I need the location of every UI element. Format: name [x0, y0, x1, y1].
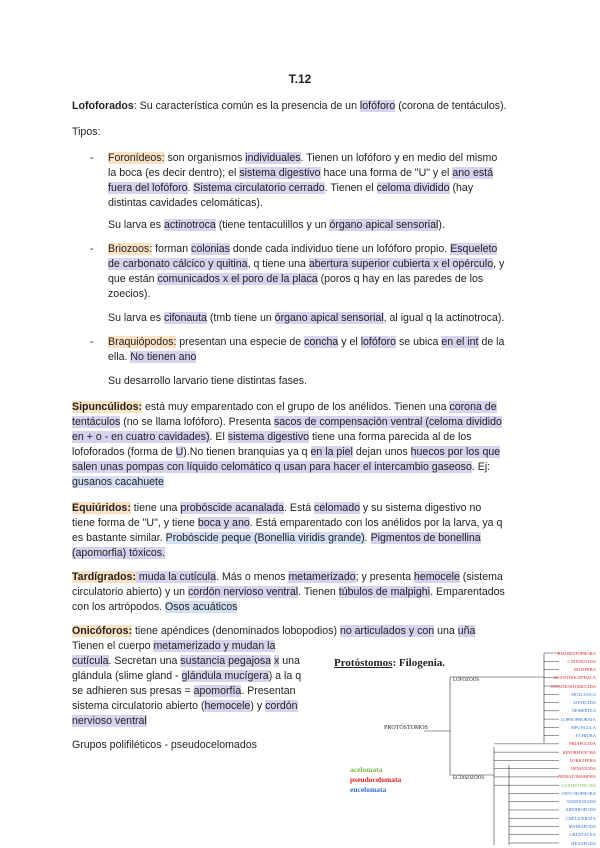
- legend-item: eucelomata: [350, 785, 387, 794]
- leaf-label: ARTHROPODA: [565, 807, 596, 813]
- leaf-label: ACANTHOCEPHALA: [553, 675, 596, 681]
- lofoforados-paragraph: Lofoforados: Su característica común es la presencia de un lofóforo (corona de tentáculos).: [72, 100, 507, 112]
- leaf-label: CATENULIDA: [567, 658, 596, 664]
- briozoos-line-2: de carbonato cálcico y quitina, q tiene una abertura superior cubierta x el opérculo, y: [108, 258, 505, 270]
- leaf-label: CRUSTACEA: [569, 832, 596, 838]
- leaf-label: PRIAPULIDA: [569, 741, 596, 747]
- node-ecdisozoos: ECDISOZOOS: [453, 776, 485, 781]
- grupos-polifileticos: Grupos polifiléticos - pseudocelomados: [72, 739, 257, 751]
- tipos-label: Tipos:: [72, 126, 101, 138]
- leaf-label: TARDIGRADA: [566, 799, 596, 805]
- leaf-label: ECHIURA: [576, 733, 596, 739]
- braquiopodos-line-2: ella. No tienen ano: [108, 351, 197, 363]
- bullet-dash: -: [90, 336, 94, 348]
- briozoos-line-4: zoecios).: [108, 288, 151, 300]
- leaf-label: CHELICERATA: [565, 815, 596, 821]
- figure-title: Protóstomos: Filogenia.: [334, 657, 446, 669]
- leaf-label: GNATHOSTOMULIDA: [551, 683, 596, 689]
- bullet-dash: -: [90, 243, 94, 255]
- leaf-label: LORICIFERA: [569, 757, 596, 763]
- onicoforos-line-7: nervioso ventral: [72, 715, 147, 727]
- leaf-label: HEXAPODA: [571, 840, 596, 846]
- term-lofoforados: Lofoforados: [72, 100, 134, 112]
- leaf-label: ANNELIDA: [572, 700, 596, 706]
- equiuridos-line-1: Equiúridos: tiene una probóscide acanalada. Está celomado y su sistema digestivo no: [72, 502, 482, 514]
- bullet-dash: -: [90, 152, 94, 164]
- leaf-label: NEMATODA: [570, 766, 596, 772]
- sipunculidos-line-6: gusanos cacahuete: [72, 476, 164, 488]
- leaf-label: MOLLUSCA: [571, 691, 596, 697]
- legend-item: acelomata: [350, 765, 383, 774]
- foronideos-line-4: distintas cavidades celomáticas).: [108, 197, 263, 209]
- sipunculidos-line-3: en + o - en cuatro cavidades). El sistema digestivo tiene una forma parecida al de los: [72, 431, 472, 443]
- tardigrados-line-3: con los artrópodos. Osos acuáticos: [72, 601, 238, 613]
- sipunculidos-line-4: lofoforados (forma de U).No tienen branquias ya q en la piel dejan unos huecos por los que: [72, 446, 501, 458]
- leaf-label: RHABDITOPHORA: [557, 650, 596, 656]
- foronideos-line-1: Foronídeos: son organismos individuales. Tienen un lofóforo y en medio del mismo: [108, 152, 498, 164]
- leaf-label: SIPUNCULA: [570, 724, 596, 730]
- node-lofozoos: LOFOZOOS: [453, 678, 480, 683]
- tardigrados-line-2: circulatorio abierto) y un cordón nervioso ventral. Tienen túbulos de malpighi. Emparentados: [72, 586, 505, 598]
- phylogeny-figure: [334, 645, 600, 848]
- briozoos-larva: Su larva es cifonauta (tmb tiene un órgano apical sensorial, al igual q la actinotroca).: [108, 312, 505, 324]
- legend-item: pseudocelomata: [350, 775, 402, 784]
- leaf-label: LOPHOPHORATA: [560, 716, 596, 722]
- briozoos-line-3: que están comunicados x el poro de la placa (poros q hay en las paredes de los: [108, 273, 484, 285]
- leaf-label: NEMERTEA: [571, 708, 596, 714]
- equiuridos-line-3: es bastante similar. Probóscide peque (Bonellia viridis grande). Pigmentos de bonellina: [72, 532, 481, 544]
- onicoforos-line-4: glándula (slime gland - glándula mucígera) a la q: [72, 670, 302, 682]
- leaf-label: GASTROTRICHA: [561, 782, 596, 788]
- onicoforos-line-1: Onicóforos: tiene apéndices (denominados lobopodios) no articulados y con una uña: [72, 625, 476, 637]
- foronideos-line-3: fuera del lofóforo. Sistema circulatorio cerrado. Tienen el celoma dividido (hay: [108, 182, 474, 194]
- leaf-label: ROTIFERA: [573, 667, 596, 673]
- briozoos-line-1: Briozoos: forman colonias donde cada individuo tiene un lofóforo propio. Esqueleto: [108, 243, 498, 255]
- equiuridos-line-4: (apomorfia) tóxicos.: [72, 547, 166, 559]
- leaf-label: KINORHYNCHA: [562, 749, 596, 755]
- figure-legend: [350, 765, 401, 795]
- onicoforos-line-3: cutícula. Secretan una sustancia pegajosa x una: [72, 655, 300, 667]
- leaf-label: ONYCHOPHORA: [561, 790, 596, 796]
- sipunculidos-line-1: Sipuncúlidos: está muy emparentado con el grupo de los anélidos. Tienen una corona de: [72, 401, 497, 413]
- sipunculidos-line-2: tentáculos (no se llama lofóforo). Presenta sacos de compensación ventral (celoma dividido: [72, 416, 502, 428]
- foronideos-larva: Su larva es actinotroca (tiene tentaculillos y un órgano apical sensorial).: [108, 219, 445, 231]
- sipunculidos-line-5: salen unas pompas con líquido celomático q usan para hacer el intercambio gaseoso. Ej:: [72, 461, 491, 473]
- braquiopodos-line-1: Braquiópodos: presentan una especie de concha y el lofóforo se ubica en el int de la: [108, 336, 505, 348]
- foronideos-line-2: la boca (es decir dentro); el sistema digestivo hace una forma de "U" y el ano está: [108, 167, 494, 179]
- braquiopodos-line-3: Su desarrollo larvario tiene distintas fases.: [108, 375, 308, 387]
- node-protostomos: PROTÓSTOMOS: [384, 725, 428, 731]
- page-title: T.12: [288, 72, 312, 86]
- equiuridos-line-2: tiene forma de "U", y tiene boca y ano. Está emparentado con los anélidos por la larva, ya q: [72, 517, 503, 529]
- onicoforos-line-6: sistema circulatorio abierto (hemocele) y cordón: [72, 700, 298, 712]
- leaf-label: MYRIAPODA: [568, 823, 596, 829]
- leaf-label: NEMATOMORPHA: [558, 774, 596, 780]
- onicoforos-line-2: Tienen el cuerpo metamerizado y mudan la: [72, 640, 276, 652]
- onicoforos-line-5: se adhieren sus presas = apomorfía. Presentan: [72, 685, 296, 697]
- tardigrados-line-1: Tardígrados: muda la cutícula. Más o menos metamerizado; y presenta hemocele (sistema: [72, 571, 503, 583]
